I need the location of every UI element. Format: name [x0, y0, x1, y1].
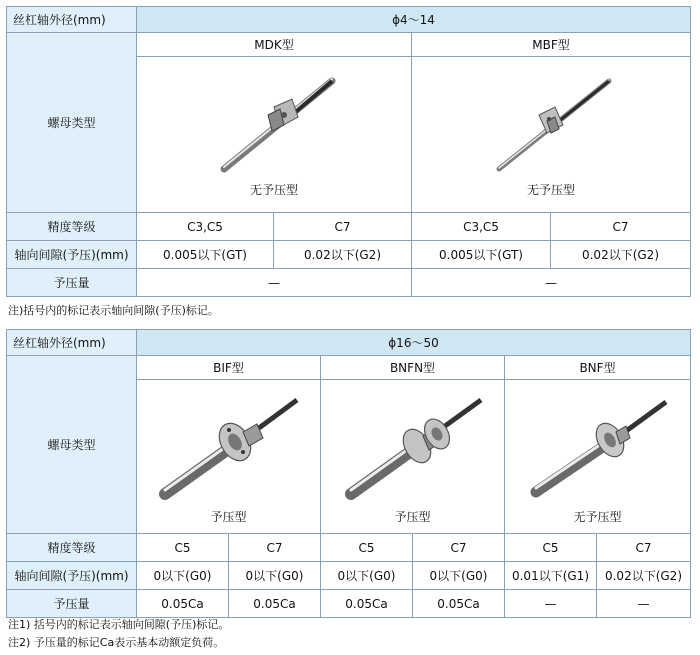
shaft-diameter-value: ϕ16～50 [137, 330, 691, 356]
preload-cell: 0.05Ca [413, 590, 505, 618]
precision-cell: C7 [229, 534, 321, 562]
ball-screw-mdk-image [204, 71, 344, 181]
clearance-cell: 0以下(G0) [321, 562, 413, 590]
precision-cell: C3,C5 [137, 213, 274, 241]
spec-table-small [6, 6, 691, 297]
precision-cell: C7 [274, 213, 412, 241]
model-caption-mbf: 无予压型 [527, 183, 576, 197]
clearance-cell: 0.02以下(G2) [274, 241, 412, 269]
preload-cell: — [412, 269, 691, 297]
model-image-mdk [137, 57, 412, 213]
clearance-cell: 0以下(G0) [137, 562, 229, 590]
clearance-cell: 0.01以下(G1) [505, 562, 597, 590]
model-caption-bnf: 无予压型 [573, 510, 622, 524]
precision-cell: C5 [137, 534, 229, 562]
model-caption-mdk: 无予压型 [249, 183, 298, 197]
footnote: 注1) 括号内的标记表示轴向间隙(予压)标记。 [8, 618, 230, 631]
precision-cell: C5 [505, 534, 597, 562]
ball-screw-bnf-image [518, 388, 678, 508]
clearance-cell: 0.005以下(GT) [137, 241, 274, 269]
axial-clearance-label: 轴向间隙(予压)(mm) [7, 241, 137, 269]
preload-cell: — [505, 590, 597, 618]
precision-cell: C7 [551, 213, 691, 241]
preload-cell: 0.05Ca [137, 590, 229, 618]
precision-cell: C7 [597, 534, 691, 562]
model-image-bif [137, 380, 321, 534]
model-image-bnfn [321, 380, 505, 534]
ball-screw-mbf-image [481, 71, 621, 181]
model-name-bif: BIF型 [137, 356, 321, 380]
shaft-diameter-value: ϕ4～14 [137, 7, 691, 33]
clearance-cell: 0.02以下(G2) [597, 562, 691, 590]
model-name-bnfn: BNFN型 [321, 356, 505, 380]
precision-label: 精度等级 [7, 534, 137, 562]
clearance-cell: 0以下(G0) [413, 562, 505, 590]
clearance-cell: 0以下(G0) [229, 562, 321, 590]
spec-table-large [6, 329, 691, 618]
model-name-mdk: MDK型 [137, 33, 412, 57]
preload-cell: 0.05Ca [321, 590, 413, 618]
shaft-diameter-label: 丝杠轴外径(mm) [7, 330, 137, 356]
footnote: 注)括号内的标记表示轴向间隙(予压)标记。 [8, 304, 219, 317]
preload-label: 予压量 [7, 590, 137, 618]
preload-label: 予压量 [7, 269, 137, 297]
precision-cell: C5 [321, 534, 413, 562]
preload-cell: 0.05Ca [229, 590, 321, 618]
model-name-mbf: MBF型 [412, 33, 691, 57]
ball-screw-bnfn-image [333, 388, 493, 508]
precision-cell: C7 [413, 534, 505, 562]
clearance-cell: 0.005以下(GT) [412, 241, 551, 269]
preload-cell: — [137, 269, 412, 297]
axial-clearance-label: 轴向间隙(予压)(mm) [7, 562, 137, 590]
model-name-bnf: BNF型 [505, 356, 691, 380]
nut-type-label: 螺母类型 [7, 356, 137, 534]
clearance-cell: 0.02以下(G2) [551, 241, 691, 269]
nut-type-label: 螺母类型 [7, 33, 137, 213]
model-image-bnf [505, 380, 691, 534]
model-caption-bnfn: 予压型 [394, 510, 431, 524]
model-image-mbf [412, 57, 691, 213]
precision-label: 精度等级 [7, 213, 137, 241]
footnote: 注2) 予压量的标记Ca表示基本动额定负荷。 [8, 636, 225, 649]
shaft-diameter-label: 丝杠轴外径(mm) [7, 7, 137, 33]
preload-cell: — [597, 590, 691, 618]
ball-screw-bif-image [149, 388, 309, 508]
model-caption-bif: 予压型 [210, 510, 247, 524]
precision-cell: C3,C5 [412, 213, 551, 241]
